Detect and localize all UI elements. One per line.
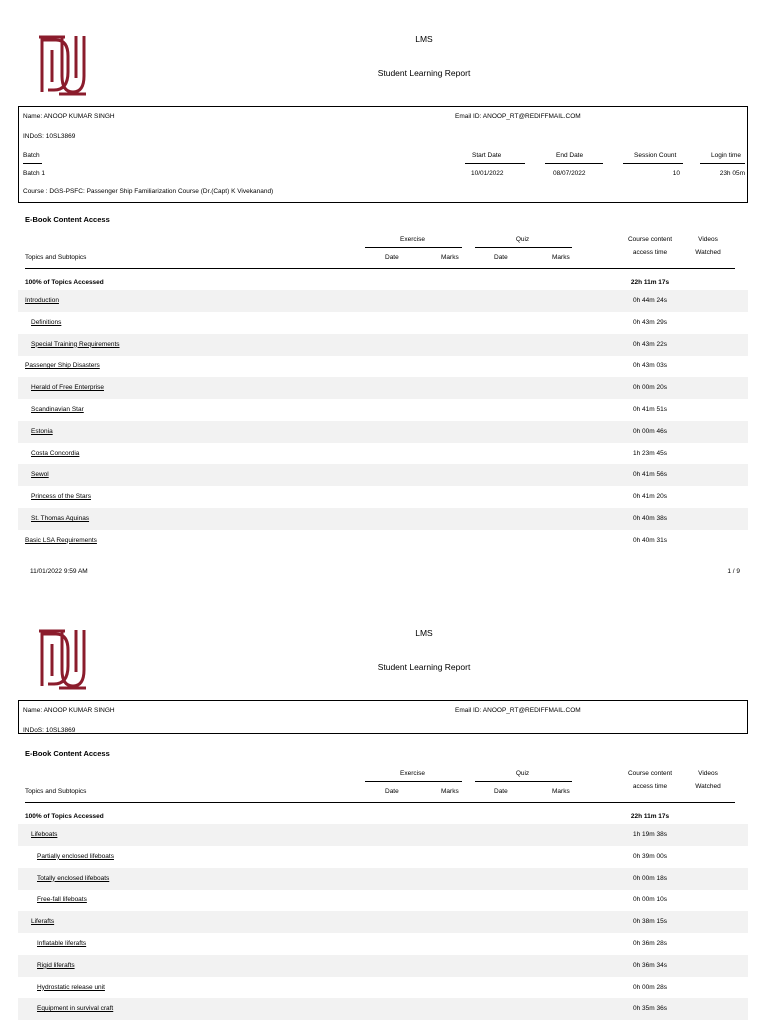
topic-access-time: 1h 19m 38s <box>633 831 667 838</box>
videos-header-line1: Videos <box>698 770 718 777</box>
quiz-date-header: Date <box>494 788 508 795</box>
end-date-divider <box>545 163 603 164</box>
content-time-header-line2: access time <box>632 249 668 256</box>
topic-access-time: 0h 43m 29s <box>633 318 667 326</box>
topic-access-time: 1h 23m 45s <box>633 449 667 457</box>
topic-access-time: 0h 00m 46s <box>633 427 667 435</box>
topic-access-time: 0h 44m 24s <box>633 297 667 304</box>
exercise-header: Exercise <box>400 236 425 243</box>
batch-divider <box>23 163 42 164</box>
topic-link[interactable]: Partially enclosed lifeboats <box>37 852 114 860</box>
quiz-marks-header: Marks <box>552 788 570 795</box>
quiz-date-header: Date <box>494 254 508 261</box>
topic-link[interactable]: Basic LSA Requirements <box>25 536 97 544</box>
topic-link[interactable]: Lifeboats <box>31 831 58 838</box>
topics-header: Topics and Subtopics <box>25 254 87 261</box>
login-divider <box>700 163 745 164</box>
end-date-label: End Date <box>556 152 584 159</box>
exercise-date-header: Date <box>385 254 399 261</box>
quiz-header: Quiz <box>515 236 530 243</box>
topic-link[interactable]: Passenger Ship Disasters <box>25 362 100 370</box>
end-date-value: 08/07/2022 <box>553 170 586 177</box>
batch-label: Batch <box>23 152 40 159</box>
topic-access-time: 0h 38m 15s <box>633 918 667 926</box>
topic-link[interactable]: Special Training Requirements <box>31 340 120 348</box>
topic-access-time: 0h 41m 20s <box>633 493 667 501</box>
topic-access-time: 0h 00m 10s <box>633 896 667 904</box>
start-date-label: Start Date <box>472 152 502 159</box>
student-name: Name: ANOOP KUMAR SINGH <box>23 113 115 120</box>
page-number: 1 / 9 <box>727 568 740 575</box>
report-page-2 <box>0 594 768 1024</box>
topic-access-time: 0h 41m 51s <box>633 406 667 413</box>
student-email: Email ID: ANOOP_RT@REDIFFMAIL.COM <box>455 707 581 714</box>
topic-access-time: 0h 43m 22s <box>633 340 667 348</box>
topic-link[interactable]: Estonia <box>31 427 53 435</box>
institute-logo-icon <box>38 32 86 96</box>
topic-link[interactable]: St. Thomas Aquinas <box>31 515 90 522</box>
report-title: Student Learning Report <box>377 68 471 78</box>
table-header-rule <box>25 268 735 269</box>
table-header-rule <box>25 802 735 803</box>
exercise-marks-header: Marks <box>441 254 459 261</box>
exercise-header: Exercise <box>400 770 425 777</box>
session-divider <box>623 163 683 164</box>
topic-access-time: 0h 00m 20s <box>633 384 667 392</box>
total-access-time: 22h 11m 17s <box>630 279 670 286</box>
content-time-header-line1: Course content <box>627 236 673 243</box>
content-time-header-line1: Course content <box>627 770 673 777</box>
topic-access-time: 0h 41m 56s <box>633 471 667 479</box>
session-count-label: Session Count <box>634 152 677 159</box>
topic-access-time: 0h 40m 38s <box>633 515 667 522</box>
topic-link[interactable]: Rigid liferafts <box>37 961 75 969</box>
exercise-header-rule <box>365 781 462 782</box>
batch-value: Batch 1 <box>23 170 46 177</box>
topic-link[interactable]: Equipment in survival craft <box>37 1005 114 1013</box>
topic-access-time: 0h 36m 34s <box>633 961 667 969</box>
topics-header: Topics and Subtopics <box>25 788 87 795</box>
topic-link[interactable]: Introduction <box>25 297 59 304</box>
app-title: LMS <box>415 34 433 44</box>
topic-access-time: 0h 36m 28s <box>633 940 667 947</box>
videos-header-line1: Videos <box>698 236 718 243</box>
course-name: Course : DGS-PSFC: Passenger Ship Familiarization Course (Dr.(Capt) K Vivekanand) <box>23 188 274 195</box>
topic-link[interactable]: Scandinavian Star <box>31 406 84 413</box>
exercise-header-rule <box>365 247 462 248</box>
topic-access-time: 0h 00m 18s <box>633 874 667 882</box>
topic-link[interactable]: Totally enclosed lifeboats <box>37 874 110 882</box>
content-time-header-line2: access time <box>632 783 668 790</box>
topic-link[interactable]: Princess of the Stars <box>31 493 91 501</box>
student-email: Email ID: ANOOP_RT@REDIFFMAIL.COM <box>455 113 581 120</box>
start-date-divider <box>465 163 525 164</box>
topics-accessed-summary: 100% of Topics Accessed <box>25 279 104 286</box>
section-title: E-Book Content Access <box>25 215 110 224</box>
student-name: Name: ANOOP KUMAR SINGH <box>23 707 115 714</box>
total-access-time: 22h 11m 17s <box>630 813 670 820</box>
topic-link[interactable]: Costa Concordia <box>31 449 80 457</box>
start-date-value: 10/01/2022 <box>471 170 504 177</box>
topics-accessed-summary: 100% of Topics Accessed <box>25 813 104 820</box>
videos-header-line2: Watched <box>695 783 721 790</box>
topic-link[interactable]: Free-fall lifeboats <box>37 896 87 904</box>
report-timestamp: 11/01/2022 9:59 AM <box>30 568 88 575</box>
topic-access-time: 0h 00m 28s <box>633 983 667 991</box>
quiz-header-rule <box>475 781 572 782</box>
session-count-value: 10 <box>672 170 680 177</box>
topic-link[interactable]: Hydrostatic release unit <box>37 983 105 991</box>
login-time-label: Login time <box>711 152 741 159</box>
report-title: Student Learning Report <box>377 662 471 672</box>
institute-logo-icon <box>38 626 86 690</box>
quiz-header: Quiz <box>515 770 530 777</box>
topic-access-time: 0h 43m 03s <box>633 362 667 370</box>
videos-header-line2: Watched <box>695 249 721 256</box>
app-title: LMS <box>415 628 433 638</box>
student-indos: INDoS: 10SL3869 <box>23 133 76 140</box>
topic-link[interactable]: Liferafts <box>31 918 55 926</box>
student-info-box <box>18 700 748 734</box>
quiz-header-rule <box>475 247 572 248</box>
topic-link[interactable]: Definitions <box>31 318 62 326</box>
login-time-value: 23h 05m <box>719 170 745 177</box>
topic-access-time: 0h 40m 31s <box>633 536 667 544</box>
topic-access-time: 0h 39m 00s <box>633 852 667 860</box>
topic-link[interactable]: Inflatable liferafts <box>37 940 87 947</box>
exercise-marks-header: Marks <box>441 788 459 795</box>
student-indos: INDoS: 10SL3869 <box>23 727 76 734</box>
topic-access-time: 0h 35m 36s <box>633 1005 667 1013</box>
quiz-marks-header: Marks <box>552 254 570 261</box>
exercise-date-header: Date <box>385 788 399 795</box>
section-title: E-Book Content Access <box>25 749 110 758</box>
topic-link[interactable]: Sewol <box>31 471 49 479</box>
topic-link[interactable]: Herald of Free Enterprise <box>31 384 104 392</box>
